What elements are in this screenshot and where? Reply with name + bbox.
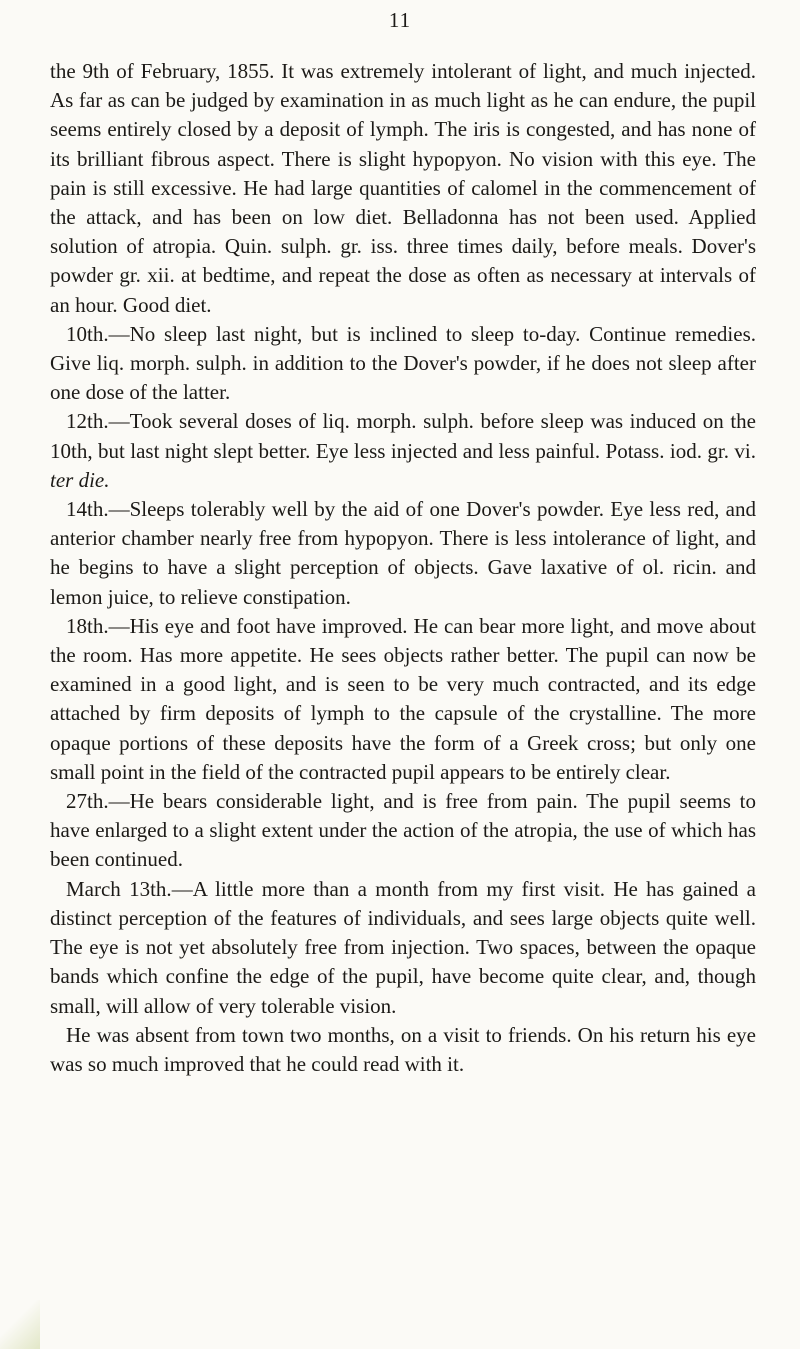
entry-march-13th — [50, 875, 756, 1021]
entry-date: 14th. — [66, 497, 109, 522]
entry-text: —No sleep last night, but is inclined to sleep to-day. Continue remedies. Give liq. morph. sulph. in addition to the Dover's powder, if he does not sleep after one dose of the latter. — [50, 321, 756, 405]
paragraph-text: the 9th of February, 1855. It was extremely intolerant of light, and much injected. As far as can be judged by examination in as much light as he can endure, the pupil seems entirely closed by a deposit of lymph. The iris is congested, and has none of its brilliant fibrous aspect. There is slight hypopyon. No vision with this eye. The pain is still excessive. He had large quantities of calomel in the commencement of the attack, and has been on low diet. Belladonna has not been used. Applied solution of atropia. Quin. sulph. gr. iss. three times daily, before meals. Dover's powder gr. xii. at bedtime, and repeat the dose as often as necessary at intervals of an hour. Good diet. — [50, 59, 756, 317]
entry-date: March 13th. — [66, 876, 172, 901]
entry-18th — [50, 612, 756, 787]
entry-date: 12th. — [66, 409, 109, 434]
entry-text: —His eye and foot have improved. He can bear more light, and move about the room. Has more appetite. He sees objects rather better. The pupil can now be examined in a good light, and is seen to be very much contracted, and its edge attached by firm deposits of lymph to the capsule of the crystalline. The more opaque portions of these deposits have the form of a Greek cross; but only one small point in the field of the contracted pupil appears to be entirely clear. — [50, 613, 756, 784]
paragraph-closing — [50, 1021, 756, 1079]
entry-italic-text: ter die. — [50, 467, 110, 492]
paragraph-continuation — [50, 57, 756, 320]
entry-14th — [50, 495, 756, 612]
entry-date: 18th. — [66, 613, 109, 638]
page-number: 11 — [388, 8, 412, 32]
entry-date: 10th. — [66, 321, 109, 346]
body-text — [50, 57, 756, 1079]
entry-text: —He bears considerable light, and is free from pain. The pupil seems to have enlarged to a slight extent under the action of the atropia, the use of which has been continued. — [50, 789, 756, 872]
page-stain — [0, 1300, 40, 1349]
entry-27th — [50, 787, 756, 875]
entry-10th — [50, 320, 756, 408]
paragraph-text: He was absent from town two months, on a visit to friends. On his return his eye was so much improved that he could read with it. — [50, 1022, 756, 1076]
entry-text: —Took several doses of liq. morph. sulph. before sleep was induced on the 10th, but last night slept better. Eye less injected and less painful. Potass. iod. gr. vi. — [50, 409, 756, 463]
entry-text: —A little more than a month from my first visit. He has gained a distinct perception of the features of individuals, and sees large objects quite well. The eye is not yet absolutely free from injection. Two spaces, between the opaque bands which confine the edge of the pupil, have become quite clear, and, though small, will allow of very tolerable vision. — [50, 876, 756, 1018]
entry-12th — [50, 407, 756, 495]
entry-text: —Sleeps tolerably well by the aid of one Dover's powder. Eye less red, and anterior chamber nearly free from hypopyon. There is less intolerance of light, and he begins to have a slight perception of objects. Gave laxative of ol. ricin. and lemon juice, to relieve constipation. — [50, 497, 756, 609]
entry-date: 27th. — [66, 789, 109, 814]
